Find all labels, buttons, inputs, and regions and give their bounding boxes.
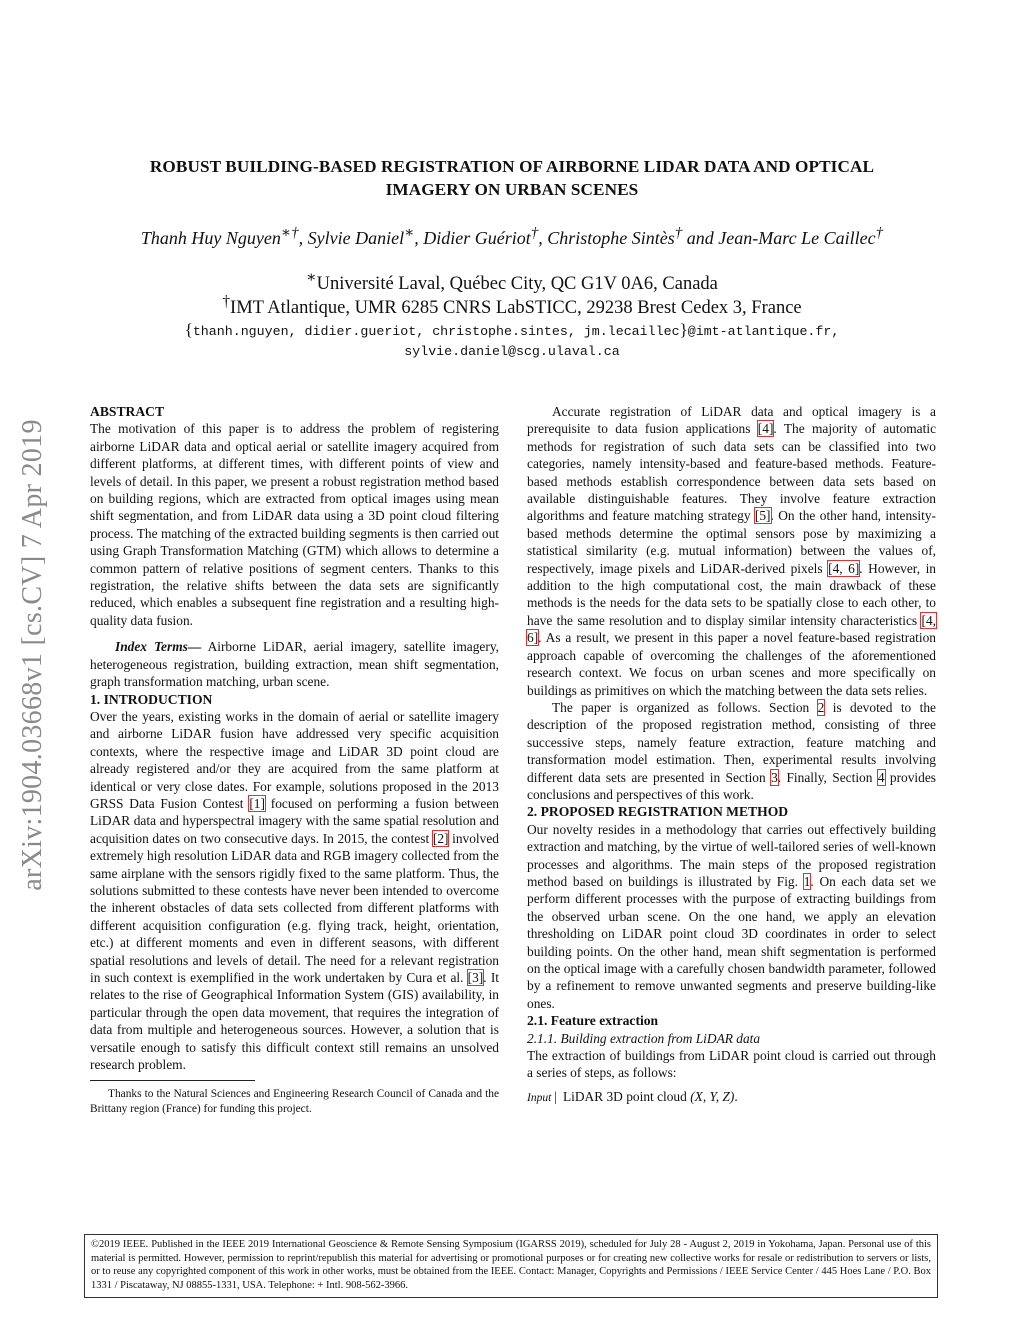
email-brace-close: }: [679, 320, 688, 339]
affiliation-mark: ∗: [404, 225, 415, 241]
paragraph-text: focused on performing a fusion between LiDAR data and hyperspectral imagery with the same spatial resolution and acquisition dates on two consecutive days. In 2015, the contest: [90, 795, 500, 846]
input-label: Input: [527, 1091, 552, 1104]
citation-link[interactable]: [4]: [757, 421, 774, 437]
paragraph-text: . As a result, we present in this paper a novel feature-based registration approach capable of overcoming the challenges of the aforementioned research context. We focus on urban scenes and more specifically on buildings as primitives on which the matching between the data sets relies.: [527, 630, 936, 698]
abstract-text: The motivation of this paper is to address the problem of registering airborne LiDAR data and optical aerial or satellite imagery acquired from different platforms, at different times, with different points of view and levels of detail. In this paper, we present a robust registration method based on building regions, which are extracted from optical images using mean shift segmentation, and from LiDAR data using a 3D point cloud filtering process. The matching of the extracted building segments is then carried out using Graph Transformation Matching (GTM) which allows to determine a common pattern of relative positions of segment centers. Thanks to this registration, the relative shifts between the data sets are significantly reduced, which enables a subsequent fine registration and a resulting high-quality data fusion.: [90, 421, 499, 628]
feature-extraction-heading: 2.1. Feature extraction: [527, 1013, 659, 1029]
section-link[interactable]: 3: [771, 769, 778, 785]
copyright-notice: ©2019 IEEE. Published in the IEEE 2019 International Geoscience & Remote Sensing Symposium (IGARSS 2019), scheduled for July 28 - August 2, 2019 in Yokohama, Japan. Personal use of this material is permitted. However, permission to reprint/republish this material for advertising or promotional purposes or for creating new collective works for resale or redistribution to servers or lists, or to reuse any copyrighted component of this work in other works, must be obtained from the IEEE. Contact: Manager, Copyrights and Permissions / IEEE Service Center / 445 Hoes Lane / P.O. Box 1331 / Piscataway, NJ 08855-1331, USA. Telephone: + Intl. 908-562-3966.: [84, 1234, 938, 1298]
email-line-2: sylvie.daniel@scg.ulaval.ca: [404, 344, 620, 359]
title-line-1: ROBUST BUILDING-BASED REGISTRATION OF AIRBORNE LIDAR DATA AND OPTICAL: [149, 157, 875, 176]
arxiv-identifier[interactable]: arXiv:1904.03668v1 [cs.CV] 7 Apr 2019: [17, 419, 48, 891]
email-brace-open: {: [184, 320, 193, 339]
input-end: .: [734, 1088, 738, 1104]
affiliation-mark: †: [222, 293, 231, 310]
author-list: [60, 221, 964, 250]
paragraph-text: . On the other hand, intensity-based methods determine the optimal sensors pose by maximizing a statistical similarity (e.g. mutual information) between the values of, respectively, image pixels and LiDAR-derived pixels: [527, 508, 936, 576]
author-name: , Sylvie Daniel: [298, 228, 405, 248]
proposed-method-heading: 2. PROPOSED REGISTRATION METHOD: [527, 804, 789, 820]
figure-link[interactable]: 1: [803, 873, 811, 889]
index-terms-label: Index Terms—: [115, 639, 202, 655]
citation-link[interactable]: [1]: [249, 795, 265, 811]
paragraph-text: . Finally, Section: [777, 769, 878, 785]
paragraph-text: . The majority of automatic methods for registration of such data sets can be classified into two categories, namely intensity-based and feature-based methods. Feature-based methods establish correspondence between data sets based on available distinguishable features. They involve feature extraction algorithms and feature matching strategy: [527, 421, 937, 524]
email-line-1: [60, 320, 964, 342]
paragraph-text: provides conclusions and perspectives of this work.: [527, 769, 936, 802]
title-line-2: IMAGERY ON URBAN SCENES: [385, 180, 639, 199]
citation-link[interactable]: [4, 6]: [828, 560, 860, 576]
author-name: and Jean-Marc Le Caillec: [682, 228, 876, 248]
right-column: [527, 403, 936, 1107]
paragraph-text: . However, in addition to the high computational cost, the main drawback of these methods is the needs for the data sets to be spatially close to each other, to have the same resolution and to display similar intensity characteristics: [527, 560, 936, 628]
author-name: , Didier Guériot: [414, 228, 531, 248]
proposed-paragraph-2: The extraction of buildings from LiDAR point cloud is carried out through a series of steps, as follows:: [527, 1048, 936, 1081]
author-name: , Christophe Sintès: [538, 228, 675, 248]
paper-title: [80, 155, 944, 201]
email-domain: @imt-atlantique.fr,: [687, 324, 840, 339]
paragraph-text: involved extremely high resolution LiDAR data and RGB imagery collected from the same airplane with the sensors rigidly fixed to the same platform. Thus, the solutions submitted to these contests have never been intended to overcome the inherent obstacles of data sets collected from different platforms with different acquisition configuration (e.g. flying track, height, orientation, etc.) at different moments and even in different seasons, with different spatial resolutions and levels of detail. The need for a relevant registration in such context is exemplified in the work undertaken by Cura et al.: [90, 830, 499, 985]
citation-link[interactable]: [4, 6]: [527, 612, 936, 646]
introduction-paragraph-2: [527, 403, 936, 699]
arxiv-sidebar: [13, 355, 53, 955]
citation-link[interactable]: [3]: [467, 970, 484, 985]
affiliation-mark: †: [875, 225, 884, 241]
section-link[interactable]: 4: [877, 769, 885, 785]
paragraph-text: The paper is organized as follows. Section: [552, 699, 818, 715]
email-names: thanh.nguyen, didier.gueriot, christophe.sintes, jm.lecaillec: [192, 324, 680, 339]
affiliation-mark: †: [530, 225, 539, 241]
introduction-paragraph-3: [527, 699, 936, 803]
introduction-heading: 1. INTRODUCTION: [90, 691, 213, 707]
paragraph-text: is devoted to the description of the proposed registration method, consisting of three successive steps, namely feature extraction, feature matching and transformation model estimation. Then, experimental results involving different data sets are presented in Section: [527, 699, 936, 785]
proposed-paragraph-1: [527, 821, 936, 1012]
citation-link[interactable]: [5]: [754, 508, 771, 524]
lidar-extraction-heading: 2.1.1. Building extraction from LiDAR data: [527, 1030, 761, 1046]
algorithm-input-line: [527, 1088, 936, 1107]
paragraph-text: Accurate registration of LiDAR data and optical imagery is a prerequisite to data fusion applications: [527, 404, 936, 437]
footnote: Thanks to the Natural Sciences and Engineering Research Council of Canada and the Brittany region (France) for funding this project.: [90, 1088, 499, 1116]
paragraph-text: . It relates to the rise of Geographical Information System (GIS) availability, in particular through the open data movement, that requires the integration of data from multiple and heterogeneous sources. However, a solution that is versatile enough to satisfy this difficult context still remains an unsolved research problem.: [90, 970, 500, 1073]
index-terms: [90, 638, 499, 690]
affiliation-text: Université Laval, Québec City, QC G1V 0A6, Canada: [316, 274, 718, 295]
affiliation-mark: ∗: [306, 269, 317, 286]
affiliation-imt: [60, 290, 964, 320]
abstract-heading: ABSTRACT: [90, 404, 165, 419]
affiliation-mark: ∗†: [280, 225, 299, 241]
paragraph-text: Our novelty resides in a methodology that carries out effectively building extraction and matching, by the virtue of well-tailored series of well-known processes and algorithms. The main steps of the proposed registration method based on buildings is illustrated by Fig.: [527, 821, 936, 889]
paragraph-text: Over the years, existing works in the domain of aerial or satellite imagery and airborne LiDAR fusion have addressed very specific acquisition contexts, where the respective image and LiDAR 3D point cloud are already registered and/or they are acquired from the same platform at identical or very close dates. For example, solutions proposed in the 2013 GRSS Data Fusion Contest: [90, 708, 499, 811]
affiliation-mark: †: [674, 225, 683, 241]
section-link[interactable]: 2: [817, 699, 825, 715]
input-text: LiDAR 3D point cloud: [562, 1088, 691, 1104]
input-separator: |: [554, 1088, 557, 1104]
affiliation-text: IMT Atlantique, UMR 6285 CNRS LabSTICC, 29238 Brest Cedex 3, France: [230, 298, 802, 319]
footnote-rule: [90, 1080, 255, 1081]
author-name: Thanh Huy Nguyen: [140, 228, 281, 248]
input-math: (X, Y, Z): [690, 1088, 735, 1104]
left-column: [90, 403, 499, 1117]
index-terms-text: Airborne LiDAR, aerial imagery, satellite imagery, heterogeneous registration, building extraction, mean shift segmentation, graph transformation matching, urban scene.: [90, 639, 499, 690]
introduction-paragraph-1: [90, 708, 499, 1074]
paragraph-text: . On each data set we perform different processes with the purpose of extracting buildings from the observed urban scene. On the one hand, we apply an elevation thresholding on LiDAR point cloud 3D coordinates in order to select building points. On the other hand, mean shift segmentation is performed on the optical image with a carefully chosen bandwidth parameter, followed by a refinement to remove unwanted segments and preserve building-like ones.: [527, 873, 936, 1011]
citation-link[interactable]: [2]: [432, 830, 449, 846]
